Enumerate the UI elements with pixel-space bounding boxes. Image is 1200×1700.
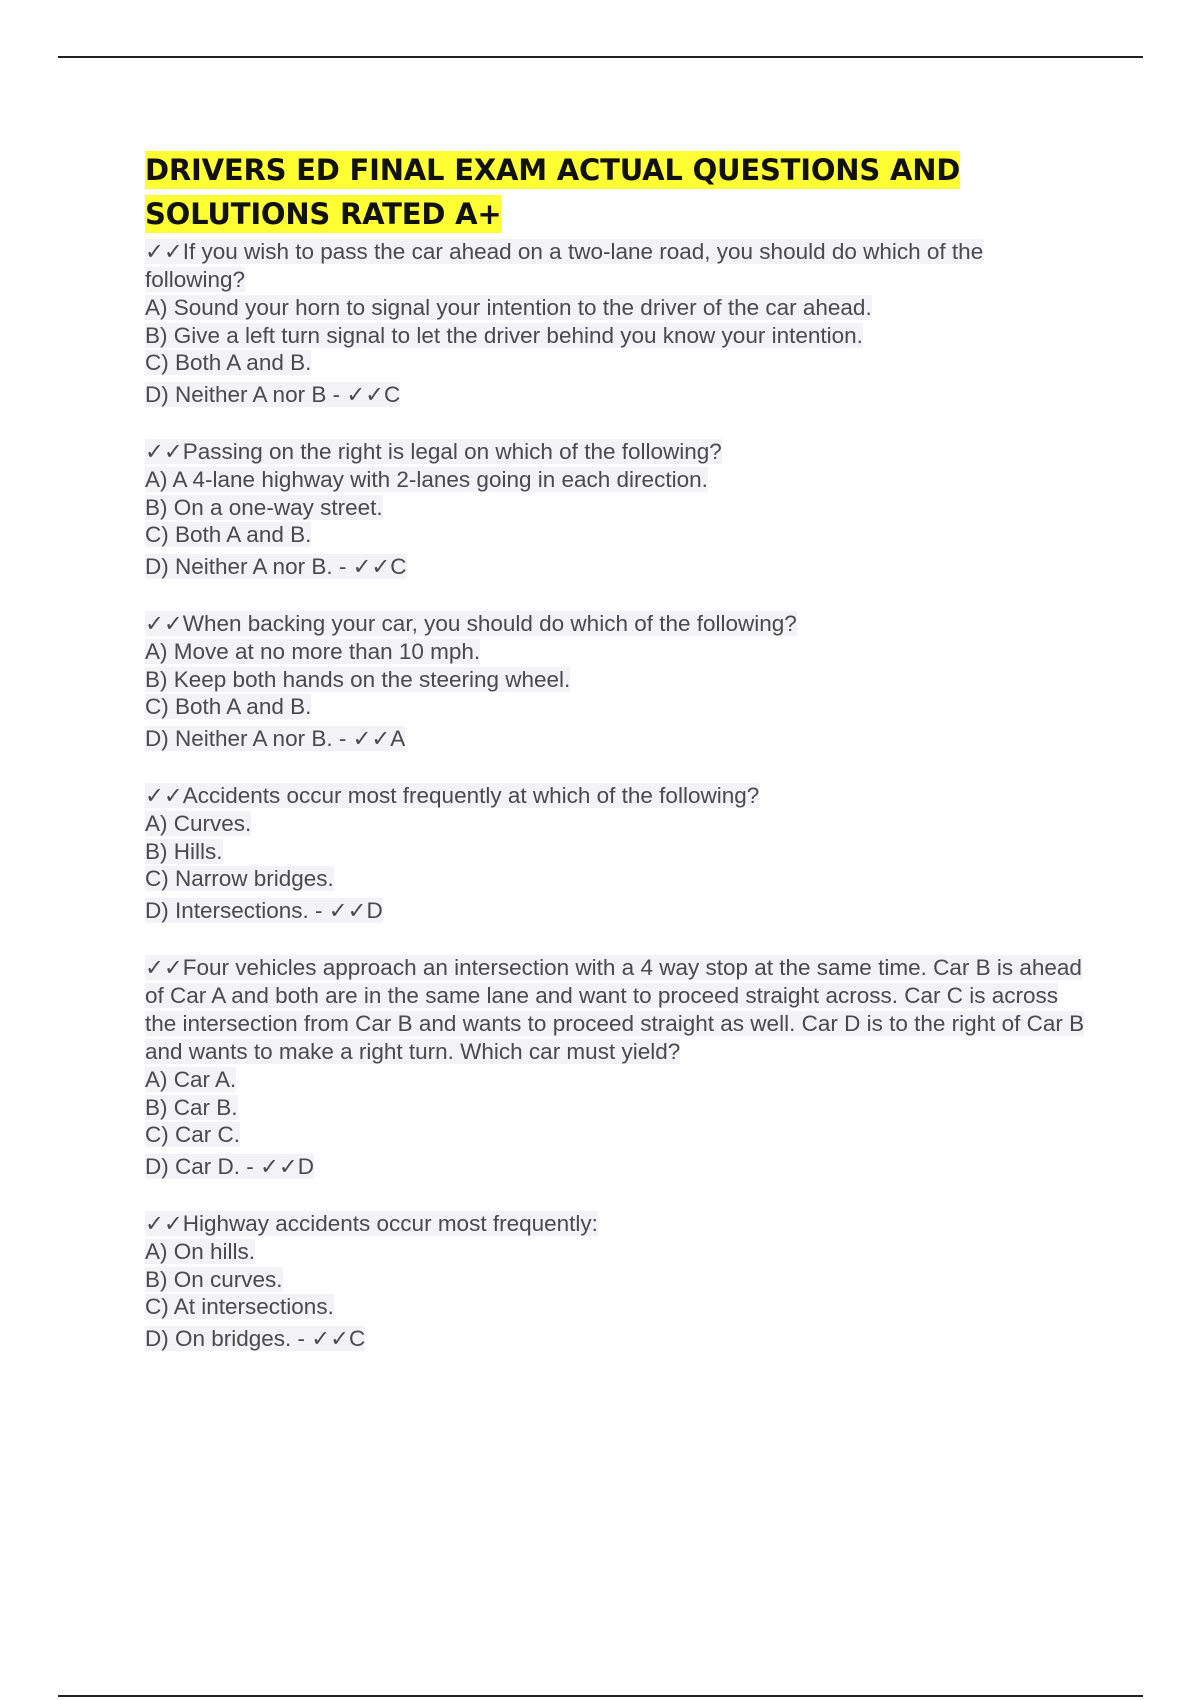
title-highlight: DRIVERS ED FINAL EXAM ACTUAL QUESTIONS AND SOLUTIONS RATED A+	[145, 153, 961, 231]
option-c: C) Narrow bridges.	[145, 866, 334, 891]
option-b: B) Keep both hands on the steering wheel.	[145, 666, 571, 692]
question-block-5	[145, 954, 1085, 1180]
option-d-answer: D) Intersections. - ✓✓D	[145, 897, 383, 923]
question-text: ✓✓Four vehicles approach an intersection with a 4 way stop at the same time. Car B is ahead of Car A and both are in the same lane and want to proceed straight across. Car C is across the intersection from Car B and wants to proceed straight as well. Car D is to the right of Car B and wants to make a right turn. Which car must yield?	[145, 955, 1085, 1064]
option-a: A) Sound your horn to signal your intention to the driver of the car ahead.	[145, 295, 872, 320]
option-a: A) Car A.	[145, 1067, 237, 1092]
option-d-answer: D) On bridges. - ✓✓C	[145, 1325, 366, 1351]
option-b: B) On a one-way street.	[145, 494, 383, 520]
document-body	[145, 148, 1085, 1382]
question-text: ✓✓Passing on the right is legal on which of the following?	[145, 439, 722, 464]
option-b: B) Give a left turn signal to let the driver behind you know your intention.	[145, 322, 863, 348]
option-a: A) A 4-lane highway with 2-lanes going in each direction.	[145, 467, 708, 492]
option-c: C) Both A and B.	[145, 522, 312, 547]
option-c: C) At intersections.	[145, 1294, 334, 1319]
option-a: A) Move at no more than 10 mph.	[145, 639, 481, 664]
question-block-6	[145, 1210, 1085, 1352]
header-rule	[58, 56, 1143, 58]
option-c: C) Both A and B.	[145, 350, 312, 375]
question-text: ✓✓Highway accidents occur most frequently:	[145, 1211, 598, 1236]
question-block-1	[145, 238, 1085, 408]
footer-rule	[58, 1695, 1143, 1697]
question-block-4	[145, 782, 1085, 924]
document-title	[145, 148, 1085, 236]
question-text: ✓✓Accidents occur most frequently at which of the following?	[145, 783, 760, 808]
option-d-answer: D) Neither A nor B - ✓✓C	[145, 381, 401, 407]
option-d-answer: D) Neither A nor B. - ✓✓C	[145, 553, 407, 579]
question-text: ✓✓When backing your car, you should do which of the following?	[145, 611, 797, 636]
option-b: B) Hills.	[145, 838, 223, 864]
option-a: A) Curves.	[145, 811, 252, 836]
option-d-answer: D) Car D. - ✓✓D	[145, 1153, 314, 1179]
question-text: ✓✓If you wish to pass the car ahead on a two-lane road, you should do which of the following?	[145, 239, 984, 292]
question-block-2	[145, 438, 1085, 580]
option-b: B) On curves.	[145, 1266, 283, 1292]
option-c: C) Car C.	[145, 1122, 240, 1147]
option-d-answer: D) Neither A nor B. - ✓✓A	[145, 725, 406, 751]
option-c: C) Both A and B.	[145, 694, 312, 719]
option-a: A) On hills.	[145, 1239, 256, 1264]
question-block-3	[145, 610, 1085, 752]
option-b: B) Car B.	[145, 1094, 238, 1120]
